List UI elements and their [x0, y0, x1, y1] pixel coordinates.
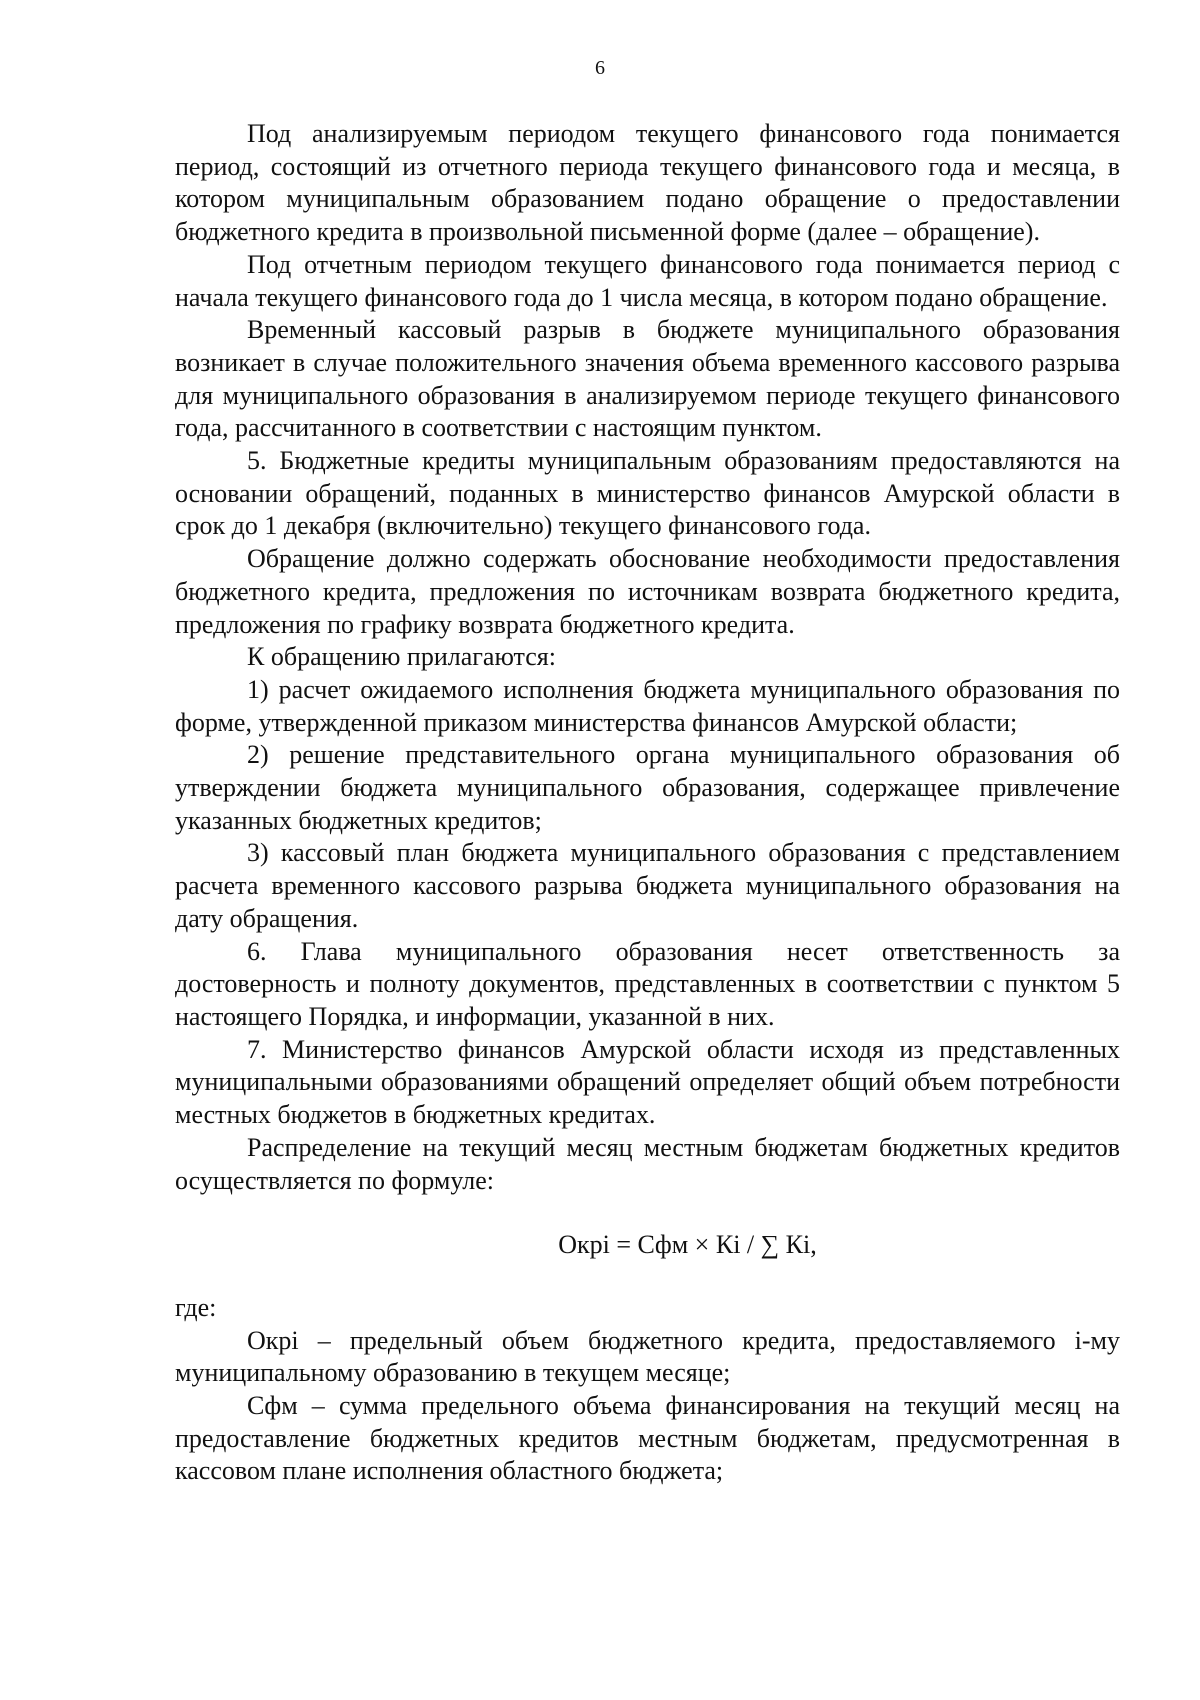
- paragraph-analyzed-period: Под анализируемым периодом текущего финансового года понимается период, состоящий из отчетного периода текущего финансового года и месяца, в котором муниципальным образованием подано обращение о предоставлении бюджетного кредита в произвольной письменной форме (далее – обращение).: [175, 119, 1120, 247]
- paragraph-item-6: 6. Глава муниципального образования несет ответственность за достоверность и полноту документов, представленных в соответствии с пунктом 5 настоящего Порядка, и информации, указанной в них.: [175, 936, 1120, 1031]
- where-label: где:: [175, 1292, 217, 1322]
- definition-okri: Окрi – предельный объем бюджетного кредита, предоставляемого i-му муниципальному образованию в текущем месяце;: [175, 1325, 1120, 1388]
- paragraph-reporting-period: Под отчетным периодом текущего финансового года понимается период с начала текущего финансового года до 1 числа месяца, в котором подано обращение.: [175, 249, 1120, 312]
- paragraph-item-7: 7. Министерство финансов Амурской области исходя из представленных муниципальными образованиями обращений определяет общий объем потребности местных бюджетов в бюджетных кредитах.: [175, 1034, 1120, 1130]
- list-item-3: 3) кассовый план бюджета муниципального образования с представлением расчета временного кассового разрыва бюджета муниципального образования на дату обращения.: [175, 838, 1120, 933]
- paragraph-request-content: Обращение должно содержать обоснование необходимости предоставления бюджетного кредита, предложения по источникам возврата бюджетного кредита, предложения по графику возврата бюджетного кредита.: [175, 544, 1120, 639]
- formula: Окрi = Сфм × Кi / ∑ Кi,: [558, 1230, 817, 1260]
- document-body: [175, 118, 1120, 1488]
- list-item-1: 1) расчет ожидаемого исполнения бюджета муниципального образования по форме, утвержденной приказом министерства финансов Амурской области;: [175, 674, 1120, 737]
- definition-sfm: Сфм – сумма предельного объема финансирования на текущий месяц на предоставление бюджетных кредитов местным бюджетам, предусмотренная в кассовом плане исполнения областного бюджета;: [175, 1391, 1120, 1486]
- list-item-2: 2) решение представительного органа муниципального образования об утверждении бюджета муниципального образования, содержащее привлечение указанных бюджетных кредитов;: [175, 740, 1120, 835]
- page-number: 6: [595, 57, 605, 79]
- paragraph-attachments-intro: К обращению прилагаются:: [247, 642, 556, 672]
- paragraph-distribution: Распределение на текущий месяц местным бюджетам бюджетных кредитов осуществляется по формуле:: [175, 1132, 1120, 1195]
- paragraph-item-5: 5. Бюджетные кредиты муниципальным образованиям предоставляются на основании обращений, поданных в министерство финансов Амурской области в срок до 1 декабря (включительно) текущего финансового года.: [175, 446, 1120, 541]
- paragraph-cash-gap: Временный кассовый разрыв в бюджете муниципального образования возникает в случае положительного значения объема временного кассового разрыва для муниципального образования в анализируемом периоде текущего финансового года, рассчитанного в соответствии с настоящим пунктом.: [175, 315, 1120, 443]
